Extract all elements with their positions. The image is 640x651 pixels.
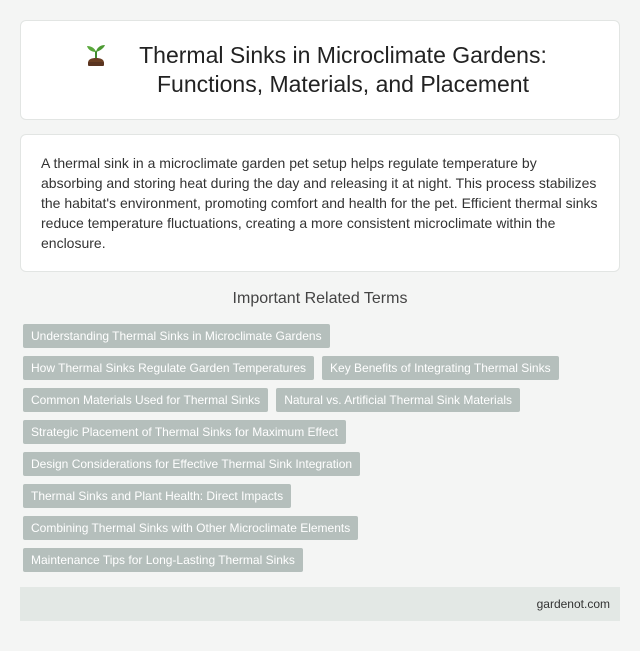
related-term-tag[interactable]: Thermal Sinks and Plant Health: Direct Impacts (23, 484, 291, 508)
related-term-tag[interactable]: Maintenance Tips for Long-Lasting Thermal Sinks (23, 548, 303, 572)
tag-row (23, 452, 623, 476)
related-term-tag[interactable]: How Thermal Sinks Regulate Garden Temperatures (23, 356, 314, 380)
related-term-tag[interactable]: Natural vs. Artificial Thermal Sink Materials (276, 388, 520, 412)
related-term-tag[interactable]: Key Benefits of Integrating Thermal Sinks (322, 356, 559, 380)
tag-row (23, 484, 623, 508)
related-term-tag[interactable]: Common Materials Used for Thermal Sinks (23, 388, 268, 412)
related-term-tag[interactable]: Understanding Thermal Sinks in Microclimate Gardens (23, 324, 330, 348)
page-title: Thermal Sinks in Microclimate Gardens: Functions, Materials, and Placement (139, 42, 547, 97)
title-card (20, 20, 620, 120)
tag-row (23, 548, 623, 572)
related-term-tag[interactable]: Combining Thermal Sinks with Other Microclimate Elements (23, 516, 358, 540)
sprout-icon (82, 43, 110, 71)
related-term-tag[interactable]: Strategic Placement of Thermal Sinks for Maximum Effect (23, 420, 346, 444)
tag-row (23, 420, 623, 444)
tag-row (23, 516, 623, 540)
title-wrap (82, 41, 558, 99)
footer-site-link[interactable]: gardenot.com (536, 597, 610, 611)
related-terms-list (23, 324, 623, 580)
tag-row (23, 356, 623, 380)
tag-row (23, 388, 623, 412)
footer (20, 587, 620, 621)
summary-text: A thermal sink in a microclimate garden pet setup helps regulate temperature by absorbing and storing heat during the day and releasing it at night. This process stabilizes the habitat's environment, promoting comfort and health for the pet. Efficient thermal sinks reduce temperature fluctuations, creating a more consistent microclimate within the enclosure. (41, 155, 598, 251)
tag-row (23, 324, 623, 348)
related-term-tag[interactable]: Design Considerations for Effective Thermal Sink Integration (23, 452, 360, 476)
summary-card (20, 134, 620, 272)
related-terms-heading: Important Related Terms (232, 290, 408, 307)
